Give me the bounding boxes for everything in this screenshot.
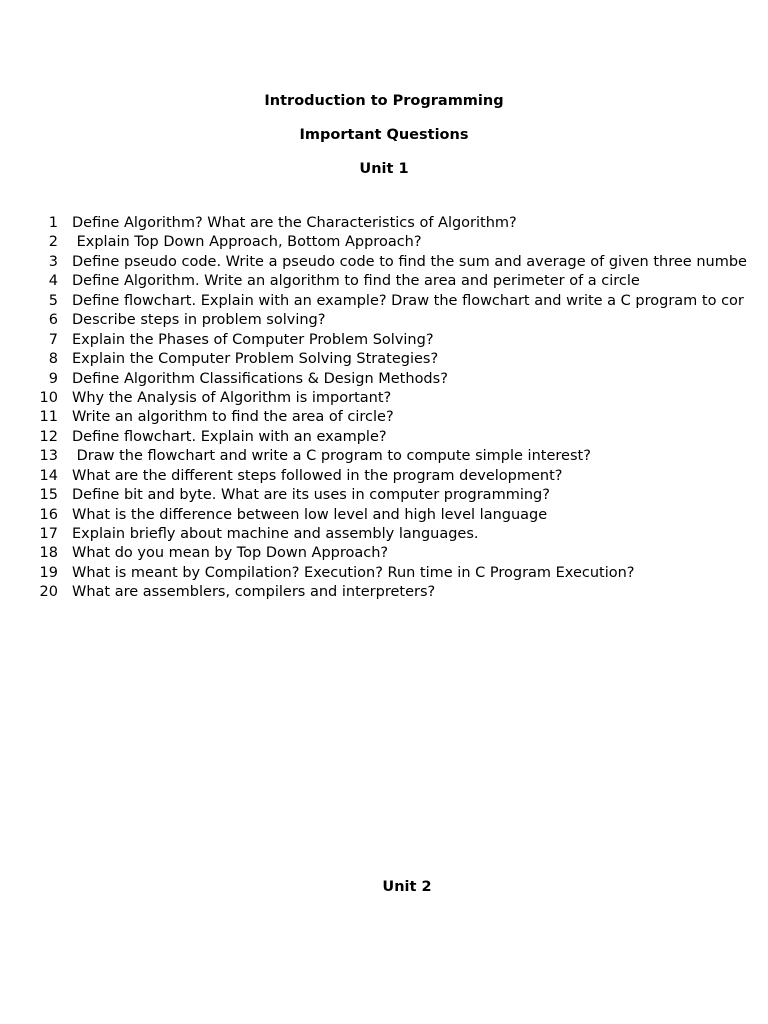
question-item — [0, 525, 768, 544]
question-text: Define bit and byte. What are its uses in computer programming? — [72, 487, 550, 504]
question-text: What is meant by Compilation? Execution? Run time in C Program Execution? — [72, 564, 635, 581]
question-text: Why the Analysis of Algorithm is important? — [72, 389, 392, 406]
question-text: Explain briefly about machine and assembly languages. — [72, 526, 479, 542]
question-number: 4 — [48, 273, 58, 290]
question-item — [0, 292, 768, 311]
question-number: 5 — [48, 292, 58, 309]
question-number: 2 — [48, 234, 58, 251]
question-item — [0, 253, 768, 272]
question-number: 18 — [39, 545, 58, 562]
question-item — [0, 272, 768, 291]
question-text: Define pseudo code. Write a pseudo code to find the sum and average of given three numbe — [72, 253, 747, 270]
unit-1-heading: Unit 1 — [359, 161, 409, 177]
question-text: Define Algorithm. Write an algorithm to find the area and perimeter of a circle — [72, 273, 640, 290]
question-item — [0, 583, 768, 602]
question-text: What do you mean by Top Down Approach? — [72, 545, 389, 562]
question-item — [0, 311, 768, 330]
question-item — [0, 370, 768, 389]
question-text: What are assemblers, compilers and interpreters? — [72, 584, 436, 601]
question-number: 11 — [39, 409, 58, 426]
question-number: 20 — [39, 584, 58, 601]
question-item — [0, 564, 768, 583]
question-number: 12 — [39, 428, 58, 445]
question-number: 16 — [39, 506, 58, 523]
question-item — [0, 447, 768, 466]
question-item — [0, 506, 768, 525]
question-number: 17 — [39, 526, 58, 542]
question-item — [0, 408, 768, 427]
question-text: Define flowchart. Explain with an example? Draw the flowchart and write a C program to cor — [72, 292, 744, 309]
question-text: Explain Top Down Approach, Bottom Approach? — [72, 234, 422, 251]
question-number: 10 — [39, 389, 58, 406]
question-item — [0, 428, 768, 447]
document-subtitle: Important Questions — [299, 127, 469, 143]
question-text: Explain the Computer Problem Solving Strategies? — [72, 351, 439, 368]
question-text: What is the difference between low level and high level language — [72, 506, 548, 523]
question-number: 6 — [48, 312, 58, 329]
question-text: Define flowchart. Explain with an example? — [72, 428, 387, 445]
question-item — [0, 233, 768, 252]
document-title: Introduction to Programming — [264, 93, 504, 109]
question-number: 14 — [39, 467, 58, 484]
question-number: 7 — [48, 331, 58, 348]
question-number: 13 — [39, 448, 58, 465]
question-text: Define Algorithm? What are the Characteristics of Algorithm? — [72, 215, 517, 231]
question-text: What are the different steps followed in the program development? — [72, 467, 563, 484]
question-text: Write an algorithm to find the area of circle? — [72, 409, 394, 426]
question-item — [0, 467, 768, 486]
question-item — [0, 486, 768, 505]
question-item — [0, 331, 768, 350]
unit-2-heading: Unit 2 — [382, 879, 432, 895]
question-text: Describe steps in problem solving? — [72, 312, 326, 329]
question-number: 1 — [48, 215, 58, 231]
question-item — [0, 214, 768, 233]
question-item — [0, 544, 768, 563]
question-item — [0, 389, 768, 408]
question-text: Define Algorithm Classifications & Design Methods? — [72, 370, 448, 387]
question-number: 9 — [48, 370, 58, 387]
question-number: 8 — [48, 351, 58, 368]
question-item — [0, 350, 768, 369]
question-number: 15 — [39, 487, 58, 504]
question-text: Draw the flowchart and write a C program to compute simple interest? — [72, 448, 591, 465]
question-number: 19 — [39, 564, 58, 581]
question-number: 3 — [48, 253, 58, 270]
question-list — [0, 214, 768, 603]
question-text: Explain the Phases of Computer Problem Solving? — [72, 331, 434, 348]
